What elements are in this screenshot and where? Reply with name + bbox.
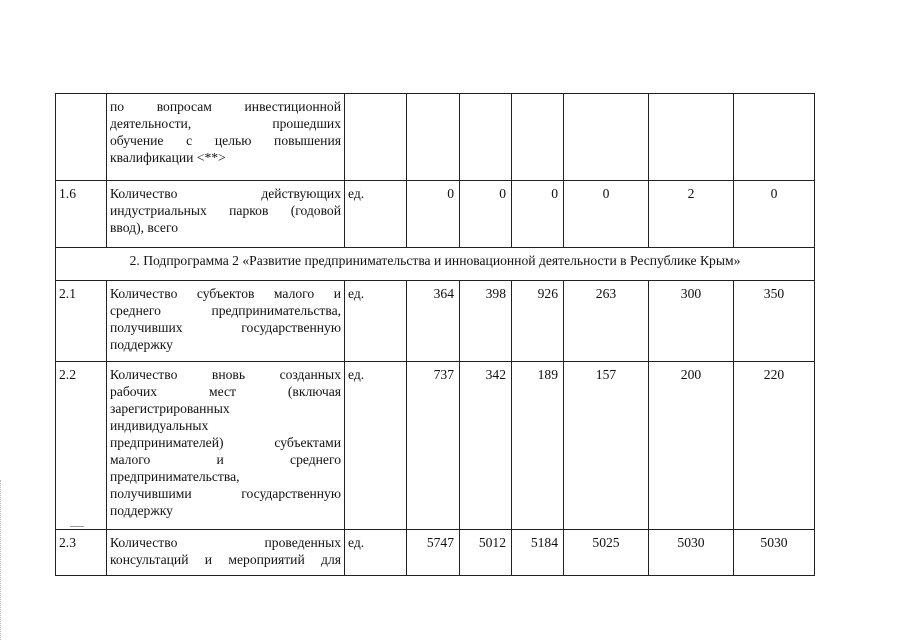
value-cell: 189 [512, 362, 564, 530]
indicator-name-line: ввод), всего [110, 220, 178, 235]
row-number: 2.3 [56, 530, 107, 576]
unit-cell: ед. [345, 362, 407, 530]
indicator-name-line: получивших государственную [110, 320, 341, 335]
value-cell: 5025 [564, 530, 649, 576]
value-cell [512, 94, 564, 181]
section-row [56, 248, 815, 281]
indicator-name-line: индивидуальных [110, 418, 209, 433]
indicator-name-line: предпринимательства, [110, 469, 240, 484]
value-cell: 0 [512, 181, 564, 248]
indicator-name-line: консультаций и мероприятий для [110, 552, 341, 567]
indicator-name-line: деятельности, прошедших [110, 116, 341, 131]
unit-cell: ед. [345, 530, 407, 576]
row-number [56, 94, 107, 181]
value-cell: 157 [564, 362, 649, 530]
value-cell: 5747 [407, 530, 460, 576]
indicator-name [107, 530, 345, 576]
indicator-name-line: по вопросам инвестиционной [110, 99, 341, 114]
value-cell: 5184 [512, 530, 564, 576]
value-cell: 350 [734, 281, 815, 362]
unit-cell [345, 94, 407, 181]
indicator-name-line: малого и среднего [110, 452, 341, 467]
scan-speck [70, 526, 84, 527]
value-cell: 300 [649, 281, 734, 362]
unit-cell: ед. [345, 281, 407, 362]
value-cell: 263 [564, 281, 649, 362]
indicator-name-line: зарегистрированных [110, 401, 230, 416]
indicator-name-line: Количество субъектов малого и [110, 286, 341, 301]
row-number: 1.6 [56, 181, 107, 248]
indicator-name-line: поддержку [110, 503, 173, 518]
value-cell [407, 94, 460, 181]
table-row [56, 530, 815, 576]
value-cell: 737 [407, 362, 460, 530]
indicator-name-line: среднего предпринимательства, [110, 303, 341, 318]
row-number: 2.2 [56, 362, 107, 530]
value-cell: 342 [460, 362, 512, 530]
value-cell: 5030 [734, 530, 815, 576]
value-cell: 5012 [460, 530, 512, 576]
indicator-name [107, 94, 345, 181]
indicators-table [55, 93, 815, 576]
indicator-name [107, 281, 345, 362]
value-cell: 5030 [649, 530, 734, 576]
indicator-name [107, 362, 345, 530]
value-cell: 0 [564, 181, 649, 248]
value-cell [564, 94, 649, 181]
indicator-name-line: рабочих мест (включая [110, 384, 341, 399]
value-cell: 200 [649, 362, 734, 530]
value-cell: 926 [512, 281, 564, 362]
indicator-name-line: предпринимателей) субъектами [110, 435, 341, 450]
table-row [56, 181, 815, 248]
value-cell: 2 [649, 181, 734, 248]
indicator-name-line: индустриальных парков (годовой [110, 203, 341, 218]
indicator-name-line: поддержку [110, 337, 173, 352]
table-row [56, 281, 815, 362]
scan-edge-marks [0, 480, 5, 640]
indicator-name-line: Количество вновь созданных [110, 367, 341, 382]
indicator-name [107, 181, 345, 248]
indicator-name-line: Количество проведенных [110, 535, 341, 550]
table-row [56, 362, 815, 530]
indicator-name-line: Количество действующих [110, 186, 341, 201]
value-cell: 0 [407, 181, 460, 248]
row-number: 2.1 [56, 281, 107, 362]
value-cell: 0 [734, 181, 815, 248]
indicator-name-line: обучение с целью повышения [110, 133, 341, 148]
value-cell: 364 [407, 281, 460, 362]
value-cell [460, 94, 512, 181]
value-cell: 0 [460, 181, 512, 248]
value-cell [649, 94, 734, 181]
value-cell: 220 [734, 362, 815, 530]
indicator-name-line: получившими государственную [110, 486, 341, 501]
table-row [56, 94, 815, 181]
value-cell: 398 [460, 281, 512, 362]
indicator-name-line: квалификации <**> [110, 150, 226, 165]
subprogram-heading: 2. Подпрограмма 2 «Развитие предпринимательства и инновационной деятельности в Республике Крым» [56, 248, 815, 281]
value-cell [734, 94, 815, 181]
unit-cell: ед. [345, 181, 407, 248]
